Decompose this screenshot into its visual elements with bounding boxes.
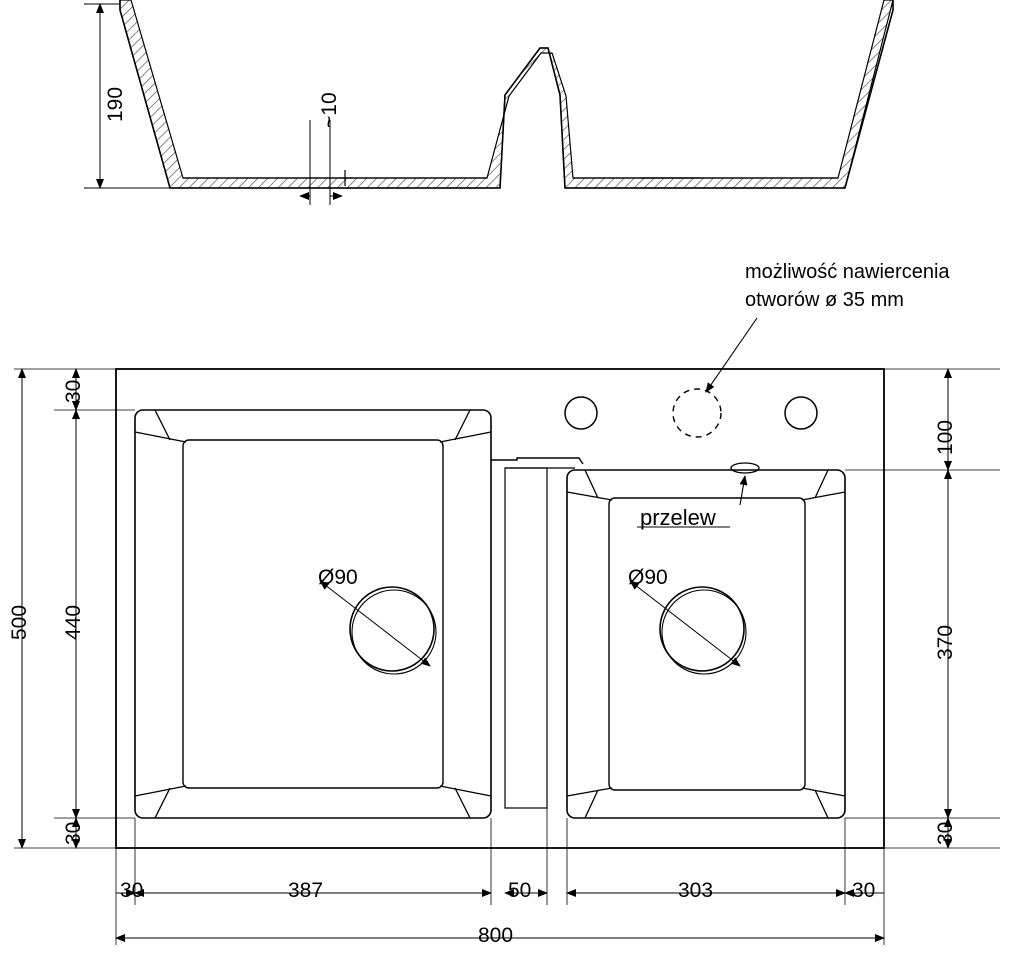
dim-overall-height: 500 xyxy=(8,604,31,640)
optional-hole xyxy=(673,389,721,437)
dim-drain-left: Ø90 xyxy=(318,566,358,589)
dim-right-edge: 30 xyxy=(852,879,876,902)
overflow-label: przelew xyxy=(640,505,716,530)
dim-wall-thickness: ~10 xyxy=(318,92,341,128)
drill-note-line2: otworów ø 35 mm xyxy=(745,289,904,311)
dim-top-margin: 30 xyxy=(62,379,85,403)
dim-bowl-height-right: 370 xyxy=(934,624,957,660)
overflow-hole xyxy=(731,463,759,473)
dim-left-edge: 30 xyxy=(120,879,144,902)
dim-left-bowl-width: 387 xyxy=(288,879,324,902)
dim-middle-divider: 50 xyxy=(508,879,532,902)
dim-back-strip: 100 xyxy=(934,419,957,455)
dim-section-depth: 190 xyxy=(104,86,127,122)
dim-bowl-height-left: 440 xyxy=(62,604,85,640)
drill-note-line1: możliwość nawiercenia xyxy=(745,261,950,283)
dim-overall-width: 800 xyxy=(478,924,514,947)
cross-section-view xyxy=(84,0,893,205)
dim-drain-right: Ø90 xyxy=(628,566,668,589)
top-view xyxy=(116,318,884,848)
dim-bottom-margin-right: 30 xyxy=(934,821,957,845)
dim-right-bowl-width: 303 xyxy=(678,879,714,902)
dim-bottom-margin: 30 xyxy=(62,821,85,845)
dimension-lines xyxy=(14,369,1000,945)
